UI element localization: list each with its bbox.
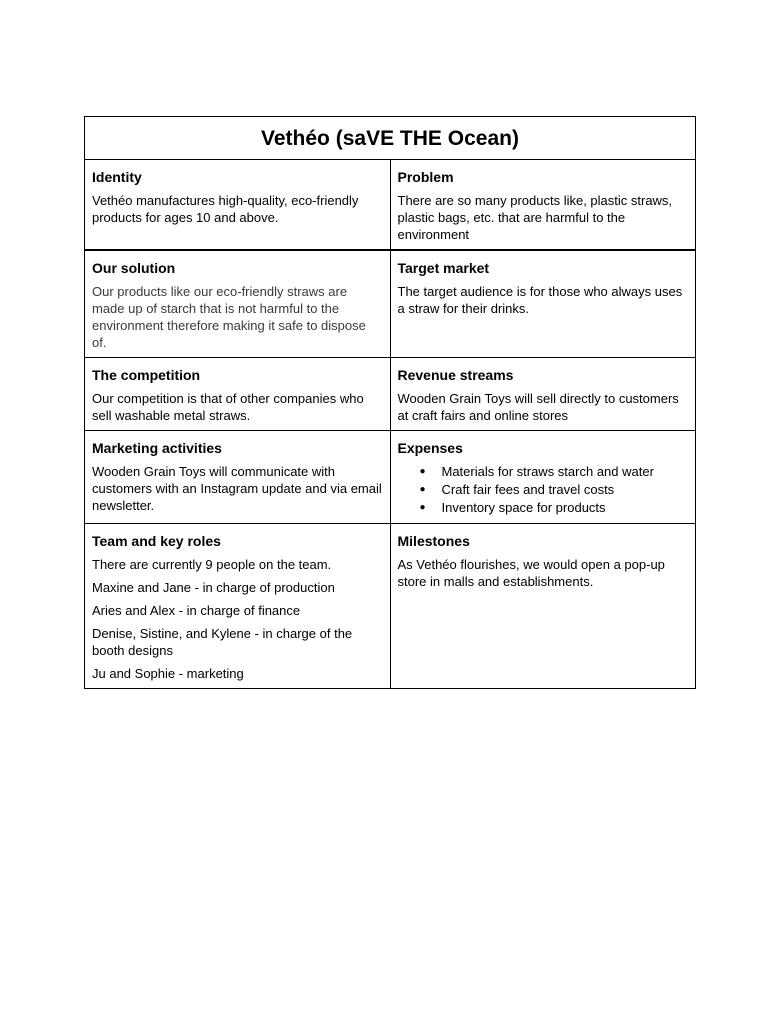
milestones-heading: Milestones (397, 533, 470, 549)
team-line: Aries and Alex - in charge of finance (92, 603, 301, 618)
expenses-cell (390, 431, 696, 524)
target-market-text: The target audience is for those who always uses a straw for their drinks. (397, 284, 683, 316)
identity-cell (85, 160, 391, 251)
revenue-cell (390, 358, 696, 431)
problem-text: There are so many products like, plastic straws, plastic bags, etc. that are harmful to the environment (397, 193, 673, 242)
marketing-cell (85, 431, 391, 524)
solution-text: Our products like our eco-friendly straws are made up of starch that is not harmful to the environment therefore making it safe to dispose of. (92, 284, 366, 350)
business-plan-table (84, 116, 696, 689)
target-market-cell (390, 250, 696, 358)
title-row (85, 117, 696, 160)
expense-item: ● Inventory space for products (442, 499, 689, 517)
marketing-expenses-row (85, 431, 696, 524)
identity-heading: Identity (92, 169, 142, 185)
solution-target-row (85, 250, 696, 358)
expenses-heading: Expenses (397, 440, 463, 456)
expense-item: ● Materials for straws starch and water (442, 463, 689, 481)
team-cell (85, 524, 391, 689)
expense-item: ● Craft fair fees and travel costs (442, 481, 689, 499)
solution-heading: Our solution (92, 260, 176, 276)
revenue-text: Wooden Grain Toys will sell directly to customers at craft fairs and online stores (397, 391, 679, 423)
team-line: There are currently 9 people on the team. (92, 557, 332, 572)
team-heading: Team and key roles (92, 533, 221, 549)
competition-heading: The competition (92, 367, 201, 383)
team-line: Denise, Sistine, and Kylene - in charge of the booth designs (92, 626, 353, 658)
expenses-list (398, 463, 689, 517)
identity-text: Vethéo manufactures high-quality, eco-friendly products for ages 10 and above. (92, 193, 359, 225)
solution-cell (85, 250, 391, 358)
milestones-text: As Vethéo flourishes, we would open a pop-up store in malls and establishments. (397, 557, 665, 589)
competition-cell (85, 358, 391, 431)
problem-cell (390, 160, 696, 251)
competition-text: Our competition is that of other companies who sell washable metal straws. (92, 391, 364, 423)
team-line: Maxine and Jane - in charge of production (92, 580, 335, 595)
revenue-heading: Revenue streams (397, 367, 514, 383)
competition-revenue-row (85, 358, 696, 431)
milestones-cell (390, 524, 696, 689)
team-line: Ju and Sophie - marketing (92, 666, 244, 681)
marketing-heading: Marketing activities (92, 440, 222, 456)
document-title: Vethéo (saVE THE Ocean) (85, 117, 696, 160)
problem-heading: Problem (397, 169, 454, 185)
identity-problem-row (85, 160, 696, 251)
team-milestones-row (85, 524, 696, 689)
target-market-heading: Target market (397, 260, 490, 276)
marketing-text: Wooden Grain Toys will communicate with customers with an Instagram update and via email newsletter. (92, 464, 382, 513)
